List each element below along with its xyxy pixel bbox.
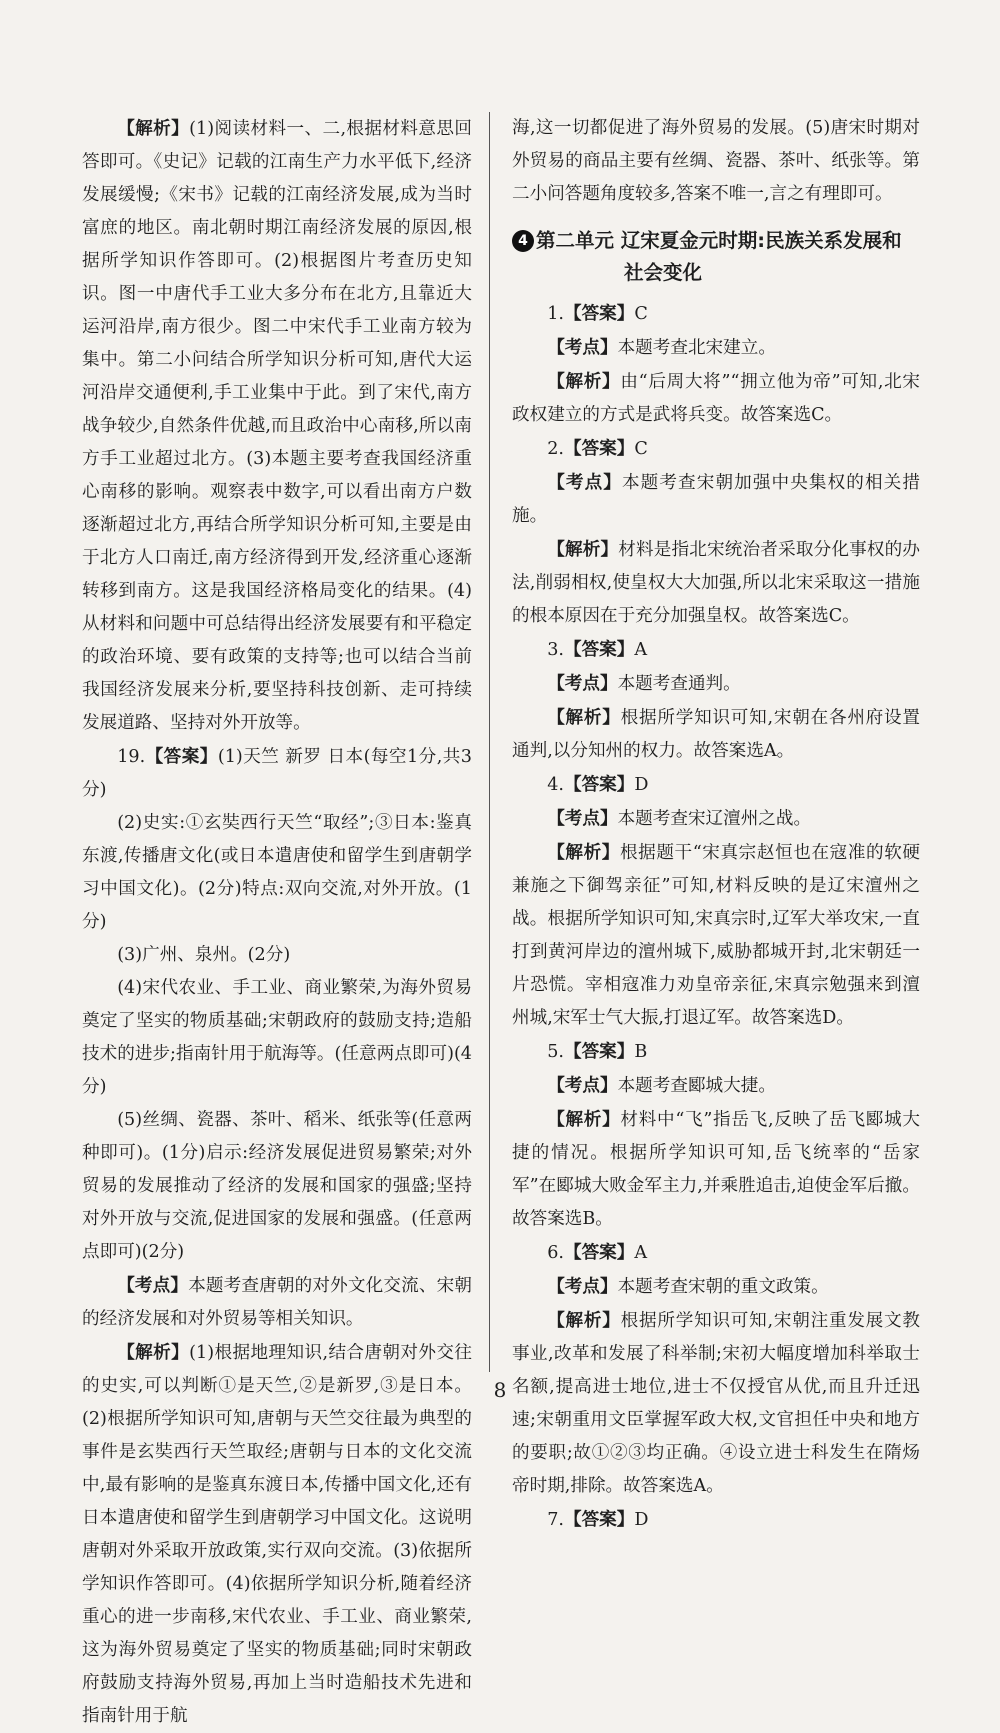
para-text: (4)宋代农业、手工业、商业繁荣,为海外贸易奠定了坚实的物质基础;宋朝政府的鼓励支持;造船技术的进步;指南针用于航海等。(任意两点即可)(4分) <box>82 978 472 1097</box>
para <box>512 533 920 633</box>
para-text: D <box>634 775 649 795</box>
question-number: 1. <box>547 304 564 324</box>
para <box>512 1270 920 1304</box>
label-point: 【考点】 <box>547 673 618 694</box>
para-text: C <box>634 439 648 459</box>
label-analysis: 【解析】 <box>547 707 621 728</box>
para <box>512 802 920 836</box>
label-analysis: 【解析】 <box>547 539 619 560</box>
question-number: 5. <box>547 1042 564 1062</box>
para <box>512 466 920 533</box>
label-analysis: 【解析】 <box>547 1109 621 1130</box>
para-text: 根据题干“宋真宗赵恒也在寇准的软硬兼施之下御驾亲征”可知,材料反映的是辽宋澶州之战。根据所学知识可知,宋真宗时,辽军大举攻宋,一直打到黄河岸边的澶州城下,威胁都城开封,北宋朝廷一片恐慌。宰相寇准力劝皇帝亲征,宋真宗勉强来到澶州城,宋军士气大振,打退辽军。故答案选D。 <box>512 843 920 1028</box>
label-point: 【考点】 <box>117 1275 189 1296</box>
label-answer: 【答案】 <box>563 438 635 459</box>
para-text: A <box>634 1243 648 1263</box>
para-text: 本题考查唐朝的对外文化交流、宋朝的经济发展和对外贸易等相关知识。 <box>82 1276 472 1329</box>
left-column <box>82 112 472 1733</box>
para-text: 本题考查宋朝的重文政策。 <box>617 1277 829 1297</box>
para-text: 本题考查北宋建立。 <box>617 338 776 358</box>
para-text: (3)广州、泉州。(2分) <box>117 945 291 965</box>
question-number: 19. <box>117 747 146 767</box>
para-text: 材料中“飞”指岳飞,反映了岳飞郾城大捷的情况。根据所学知识可知,岳飞统率的“岳家军”在郾城大败金军主力,并乘胜追击,迫使金军后撤。故答案选B。 <box>512 1110 920 1229</box>
section-title-line2: 社会变化 <box>624 261 703 284</box>
para <box>82 112 472 740</box>
para <box>512 1503 920 1537</box>
para <box>512 768 920 802</box>
para <box>512 1103 920 1236</box>
column-divider <box>489 112 490 1372</box>
question-number: 3. <box>547 640 564 660</box>
label-answer: 【答案】 <box>563 1509 635 1530</box>
label-answer: 【答案】 <box>563 1242 635 1263</box>
para <box>512 1304 920 1503</box>
para <box>512 432 920 466</box>
para-text: 根据所学知识可知,宋朝在各州府设置通判,以分知州的权力。故答案选A。 <box>512 708 920 761</box>
para <box>512 836 920 1035</box>
para <box>512 331 920 365</box>
question-number: 4. <box>547 775 564 795</box>
para-text: (2)史实:①玄奘西行天竺“取经”;③日本:鉴真东渡,传播唐文化(或日本遣唐使和留学生到唐朝学习中国文化)。(2分)特点:双向交流,对外开放。(1分) <box>82 813 472 932</box>
para <box>82 807 472 939</box>
label-answer: 【答案】 <box>563 303 635 324</box>
section-number-icon: 4 <box>512 230 534 252</box>
para <box>512 365 920 432</box>
para-continued: 海,这一切都促进了海外贸易的发展。(5)唐宋时期对外贸易的商品主要有丝绸、瓷器、茶叶、纸张等。第二小问答题角度较多,答案不唯一,言之有理即可。 <box>512 118 920 204</box>
para-text: 本题考查郾城大捷。 <box>617 1076 776 1096</box>
label-answer: 【答案】 <box>563 774 635 795</box>
para <box>82 939 472 972</box>
section-heading <box>512 225 920 289</box>
label-point: 【考点】 <box>547 1075 618 1096</box>
para <box>512 633 920 667</box>
label-analysis: 【解析】 <box>117 118 190 139</box>
para-text: (5)丝绸、瓷器、茶叶、稻米、纸张等(任意两种即可)。(1分)启示:经济发展促进贸易繁荣;对外贸易的发展推动了经济的发展和国家的强盛;坚持对外开放与交流,促进国家的发展和强盛。(任意两点即可)(2分) <box>82 1110 472 1262</box>
para <box>512 297 920 331</box>
label-answer: 【答案】 <box>145 746 218 767</box>
question-number: 6. <box>547 1243 564 1263</box>
label-point: 【考点】 <box>547 1276 618 1297</box>
para-text: (1)阅读材料一、二,根据材料意思回答即可。《史记》记载的江南生产力水平低下,经济发展缓慢;《宋书》记载的江南经济发展,成为当时富庶的地区。南北朝时期江南经济发展的原因,根据所学知识作答即可。(2)根据图片考查历史知识。图一中唐代手工业大多分布在北方,且靠近大运河沿岸,南方很少。图二中宋代手工业南方较为集中。第二小问结合所学知识分析可知,唐代大运河沿岸交通便利,手工业集中于此。到了宋代,南方战争较少,自然条件优越,而且政治中心南移,所以南方手工业超过北方。(3)本题主要考查我国经济重心南移的影响。观察表中数字,可以看出南方户数逐渐超过北方,再结合所学知识分析可知,主要是由于北方人口南迁,南方经济得到开发,经济重心逐渐转移到南方。这是我国经济格局变化的结果。(4)从材料和问题中可总结得出经济发展要有和平稳定的政治环境、要有政策的支持等;也可以结合当前我国经济发展来分析,要坚持科技创新、走可持续发展道路、坚持对外开放等。 <box>82 119 472 733</box>
para-text: (1)天竺 新罗 日本(每空1分,共3分) <box>82 747 472 800</box>
label-analysis: 【解析】 <box>547 371 621 392</box>
label-point: 【考点】 <box>547 472 622 493</box>
para-text: D <box>634 1510 649 1530</box>
label-point: 【考点】 <box>547 808 618 829</box>
label-analysis: 【解析】 <box>547 1310 621 1331</box>
right-column <box>512 112 920 1537</box>
para-text: (1)根据地理知识,结合唐朝对外交往的史实,可以判断①是天竺,②是新罗,③是日本。(2)根据所学知识可知,唐朝与天竺交往最为典型的事件是玄奘西行天竺取经;唐朝与日本的文化交流中,最有影响的是鉴真东渡日本,传播中国文化,还有日本遣唐使和留学生到唐朝学习中国文化。这说明唐朝对外采取开放政策,实行双向交流。(3)依据所学知识作答即可。(4)依据所学知识分析,随着经济重心的进一步南移,宋代农业、手工业、商业繁荣,这为海外贸易奠定了坚实的物质基础;同时宋朝政府鼓励支持海外贸易,再加上当时造船技术先进和指南针用于航 <box>82 1343 472 1726</box>
label-analysis: 【解析】 <box>117 1342 190 1363</box>
para-text: 本题考查宋辽澶州之战。 <box>617 809 812 829</box>
para-text: 根据所学知识可知,宋朝注重发展文教事业,改革和发展了科举制;宋初大幅度增加科举取士名额,提高进士地位,进士不仅授官从优,而且升迁迅速;宋朝重用文臣掌握军政大权,文官担任中央和地方的要职;故①②③均正确。④设立进士科发生在隋炀帝时期,排除。故答案选A。 <box>512 1311 920 1496</box>
para-text: A <box>634 640 648 660</box>
para <box>512 701 920 768</box>
label-answer: 【答案】 <box>563 1041 635 1062</box>
para-text: C <box>634 304 648 324</box>
para-text: 由“后周大将”“拥立他为帝”可知,北宋政权建立的方式是武将兵变。故答案选C。 <box>512 372 920 425</box>
para <box>82 1269 472 1336</box>
para <box>512 1035 920 1069</box>
para-text: 本题考查宋朝加强中央集权的相关措施。 <box>512 473 920 526</box>
para <box>512 1069 920 1103</box>
label-answer: 【答案】 <box>563 639 635 660</box>
page-number: 8 <box>493 1378 507 1402</box>
para <box>512 667 920 701</box>
section-title-line1: 第二单元 辽宋夏金元时期:民族关系发展和 <box>536 229 902 252</box>
para <box>82 972 472 1104</box>
para-text: 材料是指北宋统治者采取分化事权的办法,削弱相权,使皇权大大加强,所以北宋采取这一措施的根本原因在于充分加强皇权。故答案选C。 <box>512 540 920 626</box>
para-text: 本题考查通判。 <box>617 674 741 694</box>
question-number: 7. <box>547 1510 564 1530</box>
question-number: 2. <box>547 439 564 459</box>
label-analysis: 【解析】 <box>547 842 620 863</box>
para <box>512 1236 920 1270</box>
label-point: 【考点】 <box>547 337 618 358</box>
para-text: B <box>634 1042 648 1062</box>
para <box>82 1104 472 1269</box>
para <box>82 740 472 807</box>
